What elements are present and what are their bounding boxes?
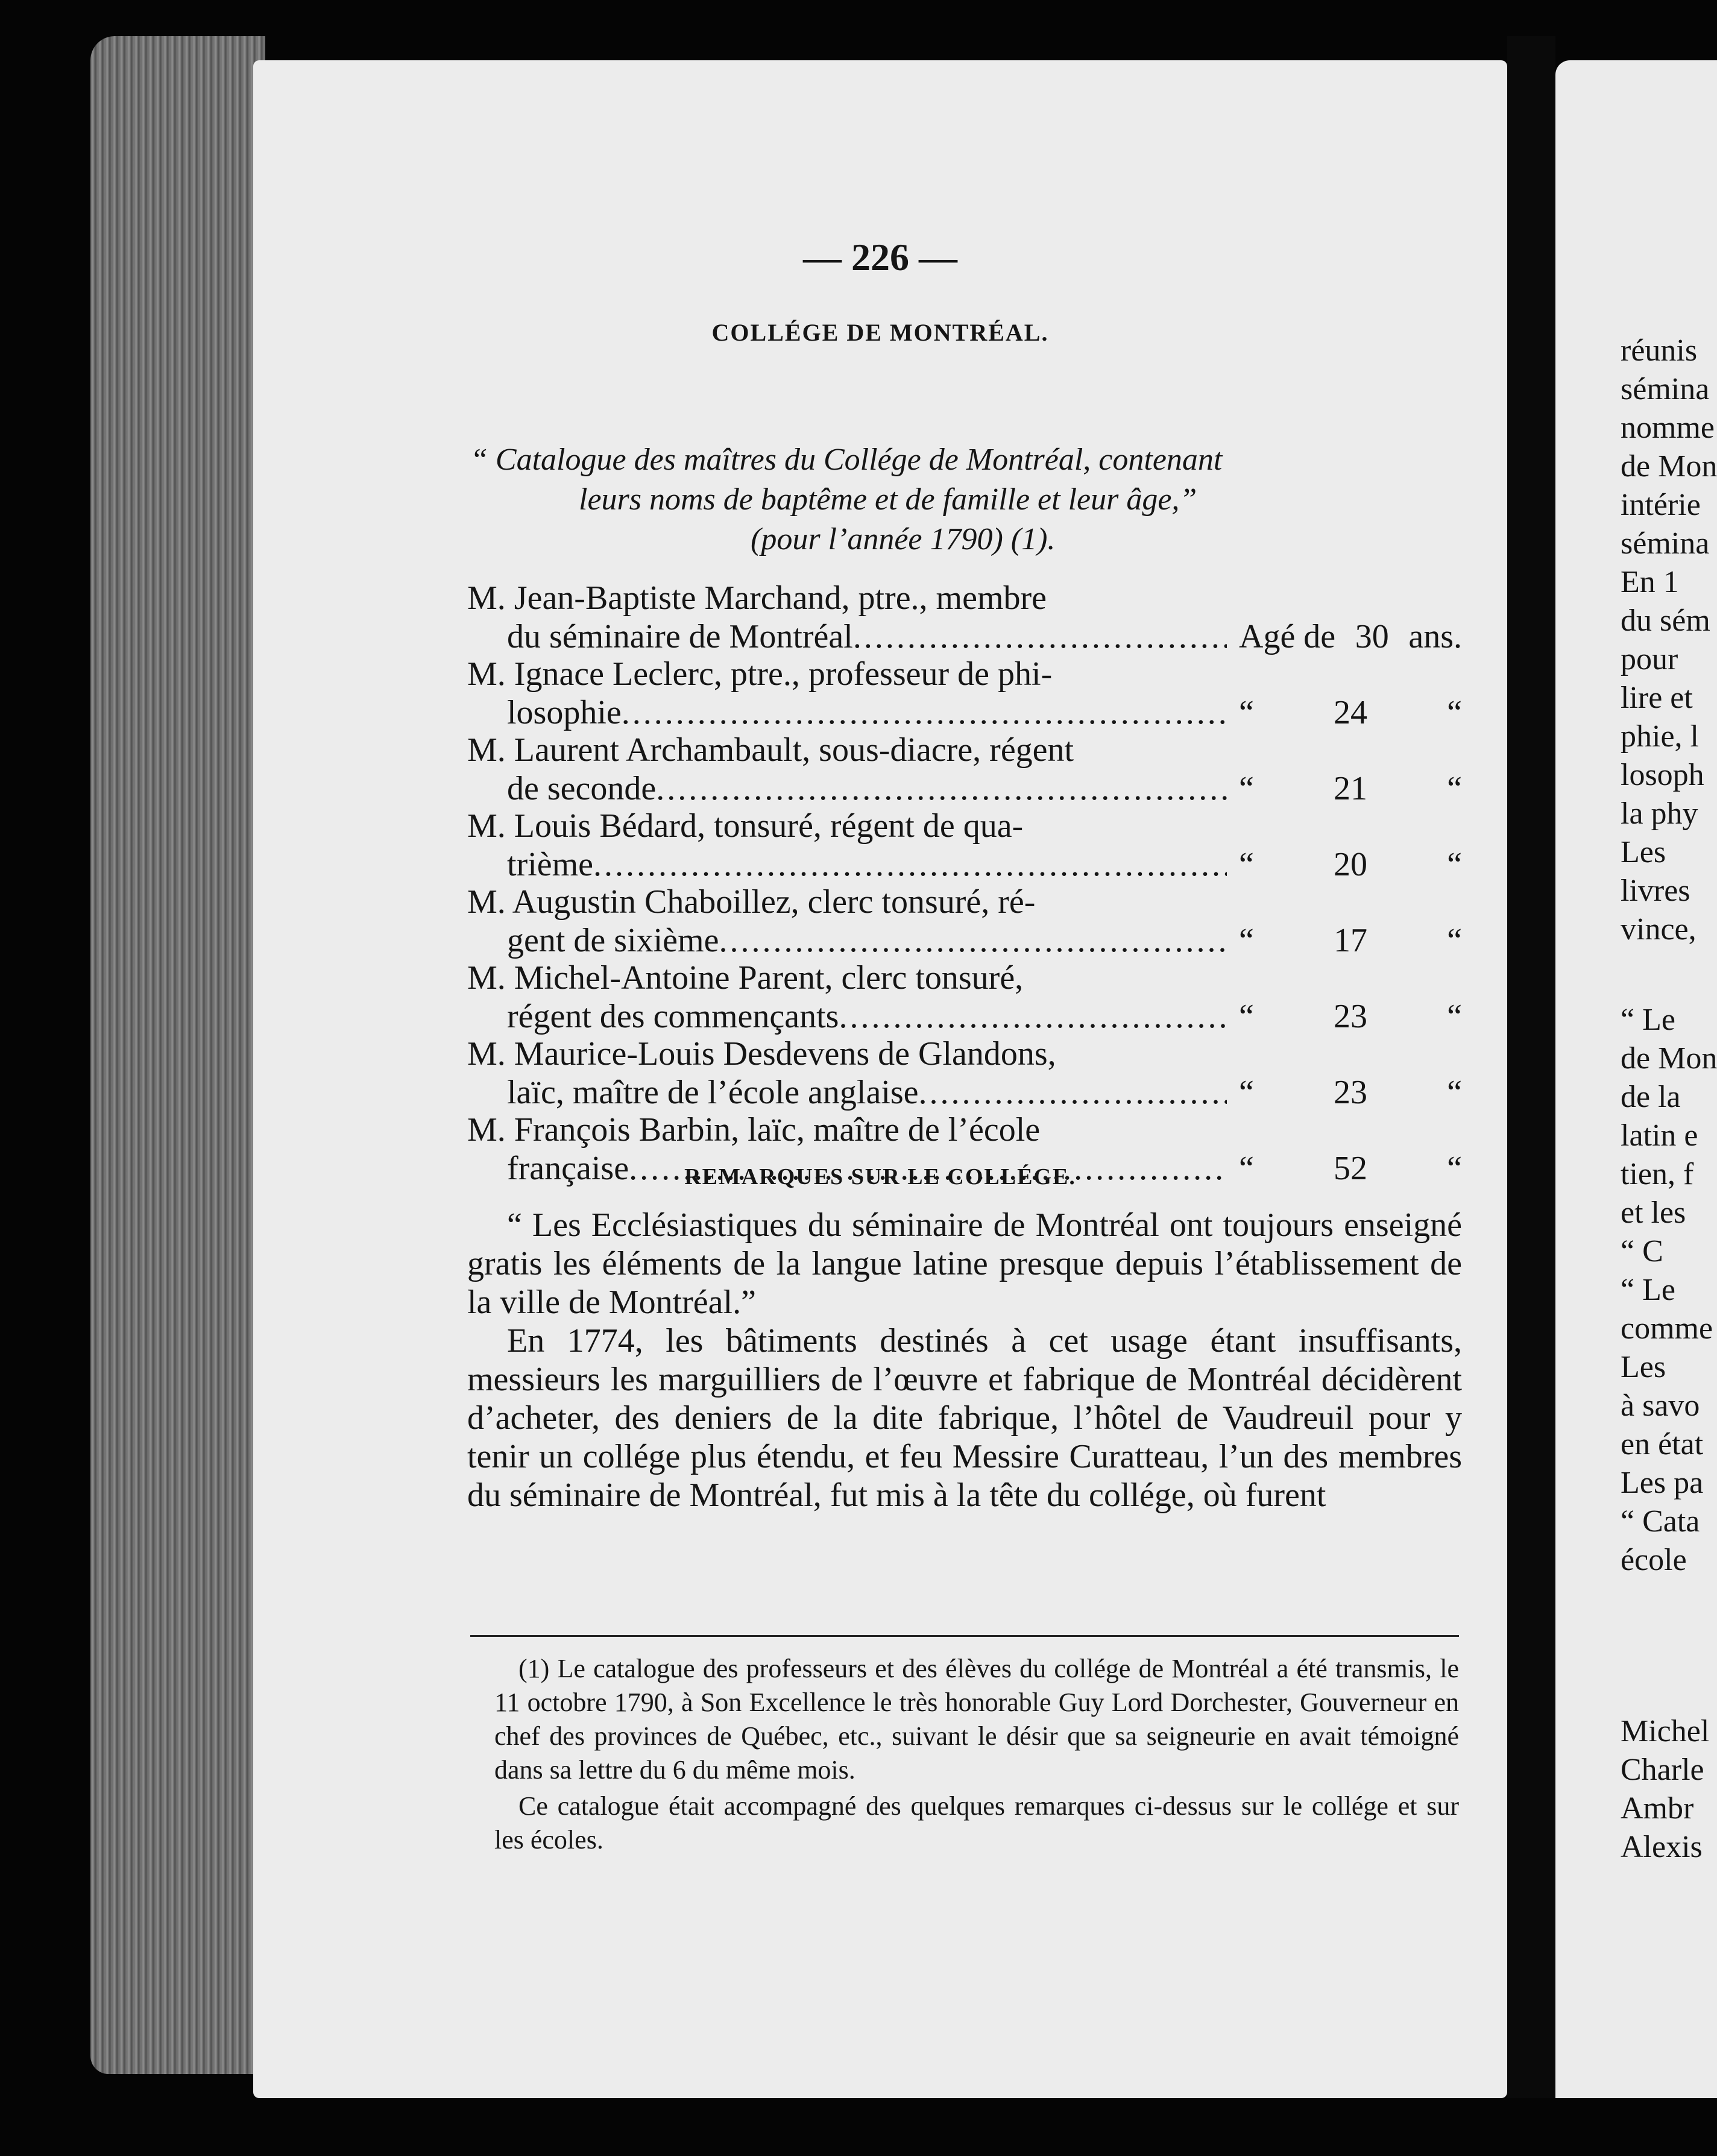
page-number: — 226 —	[803, 236, 957, 279]
right-page-line: pour	[1621, 642, 1678, 676]
right-page-fragment	[1555, 60, 1717, 2098]
right-page-line: nomme	[1621, 411, 1715, 445]
master-entry	[467, 1035, 1462, 1112]
age-suffix: “	[1447, 1150, 1462, 1187]
master-age	[1227, 693, 1462, 732]
age-prefix: “	[1239, 1074, 1254, 1111]
age-value: 30	[1355, 618, 1389, 655]
age-suffix: ans.	[1408, 618, 1462, 655]
book-page-edges	[90, 36, 265, 2074]
right-page-line: vince,	[1621, 912, 1697, 947]
master-name-line: M. Ignace Leclerc, ptre., professeur de phi-	[467, 655, 1053, 693]
master-role: française	[507, 1150, 629, 1187]
right-page-line: “ Le	[1621, 1273, 1675, 1307]
age-value: 21	[1334, 770, 1367, 807]
age-prefix: Agé de	[1239, 618, 1336, 655]
master-role-line	[467, 1073, 1462, 1112]
age-prefix: “	[1239, 846, 1254, 883]
right-page-block-2	[1621, 1001, 1717, 1580]
right-page-line: En 1	[1621, 565, 1679, 599]
master-role-line	[467, 997, 1462, 1036]
master-role-line	[467, 921, 1462, 960]
age-value: 23	[1334, 1074, 1367, 1111]
right-page-line: comme	[1621, 1311, 1713, 1346]
right-page-block-1	[1621, 332, 1717, 949]
age-suffix: “	[1447, 1074, 1462, 1111]
age-suffix: “	[1447, 998, 1462, 1035]
leader-dots	[853, 617, 1227, 656]
master-age	[1227, 769, 1462, 808]
footnote: Ce catalogue était accompagné des quelques remarques ci-dessus sur le collége et sur les écoles.	[494, 1791, 1459, 1855]
footnote-rule	[470, 1635, 1459, 1637]
master-name-line: M. Michel-Antoine Parent, clerc tonsuré,	[467, 959, 1024, 997]
master-entry	[467, 883, 1462, 960]
master-age	[1227, 1073, 1462, 1112]
master-name-line: M. Jean-Baptiste Marchand, ptre., membre	[467, 579, 1047, 617]
master-role: laïc, maître de l’école anglaise	[507, 1074, 919, 1111]
master-role: du séminaire de Montréal	[507, 618, 853, 655]
right-page-line: phie, l	[1621, 719, 1699, 754]
age-value: 17	[1334, 922, 1367, 959]
footnotes	[494, 1652, 1459, 1859]
remarks-body	[467, 1206, 1462, 1515]
master-role-line	[467, 769, 1462, 808]
right-page-line: losoph	[1621, 758, 1704, 792]
right-page-line: intérie	[1621, 488, 1701, 522]
age-suffix: “	[1447, 770, 1462, 807]
catalogue-heading-line2: leurs noms de baptême et de famille et leur âge,”	[579, 482, 1197, 517]
leader-dots	[719, 921, 1227, 960]
age-prefix: “	[1239, 998, 1254, 1035]
right-page-line: livres	[1621, 874, 1690, 908]
master-name-line: M. François Barbin, laïc, maître de l’école	[467, 1111, 1041, 1149]
age-prefix: “	[1239, 1150, 1254, 1187]
age-value: 20	[1334, 846, 1367, 883]
right-page-line: école	[1621, 1543, 1687, 1577]
age-prefix: “	[1239, 770, 1254, 807]
remarks-paragraph: En 1774, les bâtiments destinés à cet usage étant insuffisants, messieurs les marguilliers de l’œuvre et fabrique de Montréal décidèrent d’acheter, des deniers de la dite fabrique, l’hôtel de Vaudreuil pour y tenir un collége plus étendu, et feu Messire Curatteau, l’un des membres du séminaire de Montréal, fut mis à la tête du collége, où furent	[467, 1322, 1462, 1514]
right-page-line: Les	[1621, 1350, 1666, 1384]
right-page-line: du sém	[1621, 604, 1710, 638]
master-role-line	[467, 845, 1462, 884]
right-page-line: latin e	[1621, 1118, 1698, 1153]
right-page-line: réunis	[1621, 333, 1698, 368]
remarks-paragraph: “ Les Ecclésiastiques du séminaire de Montréal ont toujours enseigné gratis les éléments de la langue latine presque depuis l’établissement de la ville de Montréal.”	[467, 1206, 1462, 1321]
master-age	[1227, 845, 1462, 884]
right-page-line: tien, f	[1621, 1157, 1694, 1191]
section-title: COLLÉGE DE MONTRÉAL.	[711, 319, 1049, 346]
master-entry	[467, 731, 1462, 808]
age-suffix: “	[1447, 846, 1462, 883]
master-age	[1227, 921, 1462, 960]
right-page-line: en état	[1621, 1427, 1704, 1461]
right-page-line: la phy	[1621, 796, 1698, 831]
leader-dots	[593, 845, 1227, 884]
master-entry	[467, 655, 1462, 732]
master-role: losophie	[507, 694, 622, 731]
catalogue-heading-line3: (pour l’année 1790) (1).	[751, 522, 1056, 556]
right-page-line: de Mon	[1621, 449, 1717, 484]
age-suffix: “	[1447, 922, 1462, 959]
right-page-line: de Mon	[1621, 1041, 1717, 1076]
right-page-line: Charle	[1621, 1753, 1704, 1787]
right-page-line: Les pa	[1621, 1466, 1704, 1500]
right-page-line: sémina	[1621, 372, 1710, 406]
right-page-line: à savo	[1621, 1388, 1700, 1423]
left-page	[253, 60, 1507, 2098]
leader-dots	[622, 693, 1227, 732]
remarks-title: REMARQUES SUR LE COLLÉGE.	[684, 1164, 1076, 1190]
right-page-line: et les	[1621, 1196, 1686, 1230]
age-suffix: “	[1447, 694, 1462, 731]
master-role-line	[467, 693, 1462, 732]
right-page-line: “ Le	[1621, 1003, 1675, 1037]
master-entry	[467, 959, 1462, 1036]
right-page-block-3	[1621, 1712, 1709, 1867]
leader-dots	[839, 997, 1227, 1036]
master-age	[1227, 617, 1462, 656]
age-prefix: “	[1239, 922, 1254, 959]
right-page-line: Michel	[1621, 1714, 1710, 1748]
master-entry	[467, 807, 1462, 884]
right-page-line: “ Cata	[1621, 1504, 1700, 1539]
book-gutter	[1507, 36, 1555, 2098]
age-value: 52	[1334, 1150, 1367, 1187]
right-page-line: lire et	[1621, 681, 1693, 715]
age-value: 24	[1334, 694, 1367, 731]
master-name-line: M. Louis Bédard, tonsuré, régent de qua-	[467, 807, 1024, 845]
age-prefix: “	[1239, 694, 1254, 731]
catalogue-heading-line1: “ Catalogue des maîtres du Collége de Montréal, contenant	[470, 443, 1223, 477]
master-name-line: M. Maurice-Louis Desdevens de Glandons,	[467, 1035, 1056, 1073]
master-entry	[467, 579, 1462, 656]
right-page-line: sémina	[1621, 526, 1710, 561]
master-name-line: M. Laurent Archambault, sous-diacre, régent	[467, 731, 1074, 769]
master-role: trième	[507, 846, 594, 883]
footnote: (1) Le catalogue des professeurs et des élèves du collége de Montréal a été transmis, le 11 octobre 1790, à Son Excellence le très honorable Guy Lord Dorchester, Gouverneur en chef des provinces de Québec, etc., suivant le désir que sa seigneurie en avait témoigné dans sa lettre du 6 du même mois.	[494, 1654, 1459, 1785]
leader-dots	[656, 769, 1227, 808]
right-page-line: “ C	[1621, 1234, 1663, 1269]
right-page-line: de la	[1621, 1080, 1681, 1114]
leader-dots	[919, 1073, 1227, 1112]
right-page-line: Alexis	[1621, 1830, 1703, 1864]
master-role: gent de sixième	[507, 922, 719, 959]
age-value: 23	[1334, 998, 1367, 1035]
master-name-line: M. Augustin Chaboillez, clerc tonsuré, ré-	[467, 883, 1036, 921]
right-page-line: Ambr	[1621, 1791, 1694, 1826]
master-age	[1227, 997, 1462, 1036]
master-role: de seconde	[507, 770, 657, 807]
catalogue-heading	[470, 440, 1447, 559]
master-role: régent des commençants	[507, 998, 839, 1035]
right-page-line: Les	[1621, 835, 1666, 869]
master-role-line	[467, 617, 1462, 656]
